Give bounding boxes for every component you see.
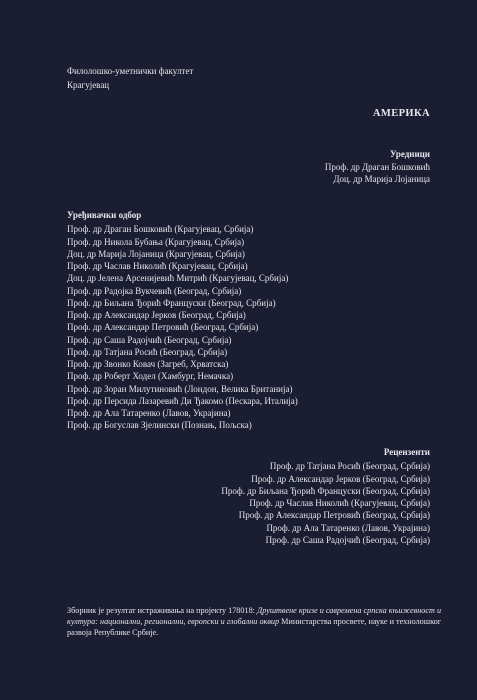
board-member: Проф. др Драган Бошковић (Крагујевац, Србија) — [67, 224, 254, 235]
publisher-city: Крагујевац — [67, 80, 110, 90]
editorial-board-heading: Уређивачки одбор — [67, 210, 142, 220]
board-member: Проф. др Александар Јерков (Београд, Србија) — [67, 310, 246, 320]
project-title: Друштвене кризе и савремена српска књижевност и култура: национални, регионални, европски и глобални оквир — [67, 606, 442, 626]
project-note-suffix: Министарства просвете, науке и технолошког развоја Републике Србије. — [67, 617, 442, 637]
board-member: Проф. др Звонко Ковач (Загреб, Хрватска) — [67, 359, 229, 369]
publisher-block — [67, 64, 193, 92]
board-member: Проф. др Александар Петровић (Београд, Србија) — [67, 322, 259, 333]
board-member: Проф. др Саша Радојчић (Београд, Србија) — [67, 334, 232, 345]
board-member: Проф. др Радојка Вукчевић (Београд, Србија) — [67, 285, 242, 296]
board-member: Проф. др Ала Татаренко (Лавов, Украјина) — [67, 408, 231, 418]
reviewer-name: Проф. др Ала Татаренко (Лавов, Украјина) — [266, 522, 430, 533]
editor-name: Доц. др Марија Лојаница — [333, 174, 430, 184]
reviewers-heading: Рецензенти — [383, 447, 430, 457]
book-title: АМЕРИКА — [372, 108, 430, 119]
editorial-board-block — [67, 209, 298, 432]
board-member: Проф. др Персида Лазаревић Ди Ђакомо (Пескара, Италија) — [67, 395, 298, 406]
reviewer-name: Проф. др Часлав Николић (Крагујевац, Србија) — [249, 498, 430, 508]
board-member: Проф. др Биљана Ђорић Француски (Београд, Србија) — [67, 297, 276, 308]
board-member: Проф. др Татјана Росић (Београд, Србија) — [67, 346, 228, 357]
reviewers-block — [221, 446, 430, 546]
project-note-prefix: Зборник је резултат истраживања на пројекту 178018: — [67, 606, 257, 615]
board-member: Проф. др Богуслав Зјелински (Познањ, Пољска) — [67, 420, 252, 431]
reviewer-name: Проф. др Александар Петровић (Београд, Србија) — [238, 510, 430, 521]
reviewer-name: Проф. др Саша Радојчић (Београд, Србија) — [265, 534, 430, 545]
publisher-name: Филолошко-уметнички факултет — [67, 66, 194, 76]
board-member: Проф. др Никола Бубања (Крагујевац, Србија) — [67, 236, 245, 247]
board-member: Доц. др Марија Лојаница (Крагујевац, Србија) — [67, 248, 245, 259]
project-note — [67, 605, 442, 638]
reviewer-name: Проф. др Татјана Росић (Београд, Србија) — [269, 461, 430, 472]
board-member: Проф. др Роберт Ходел (Хамбург, Немачка) — [67, 371, 234, 382]
board-member: Проф. др Часлав Николић (Крагујевац, Србија) — [67, 261, 248, 271]
board-member: Проф. др Зоран Милутиновић (Лондон, Велика Британија) — [67, 383, 293, 394]
board-member: Доц. др Јелена Арсенијевић Митрић (Крагујевац, Србија) — [67, 273, 289, 284]
editor-name: Проф. др Драган Бошковић — [324, 162, 430, 172]
reviewer-name: Проф. др Биљана Ђорић Француски (Београд, Србија) — [221, 485, 430, 496]
editors-heading: Уредници — [389, 149, 430, 159]
editors-block — [325, 148, 430, 185]
reviewer-name: Проф. др Александар Јерков (Београд, Србија) — [251, 473, 430, 484]
